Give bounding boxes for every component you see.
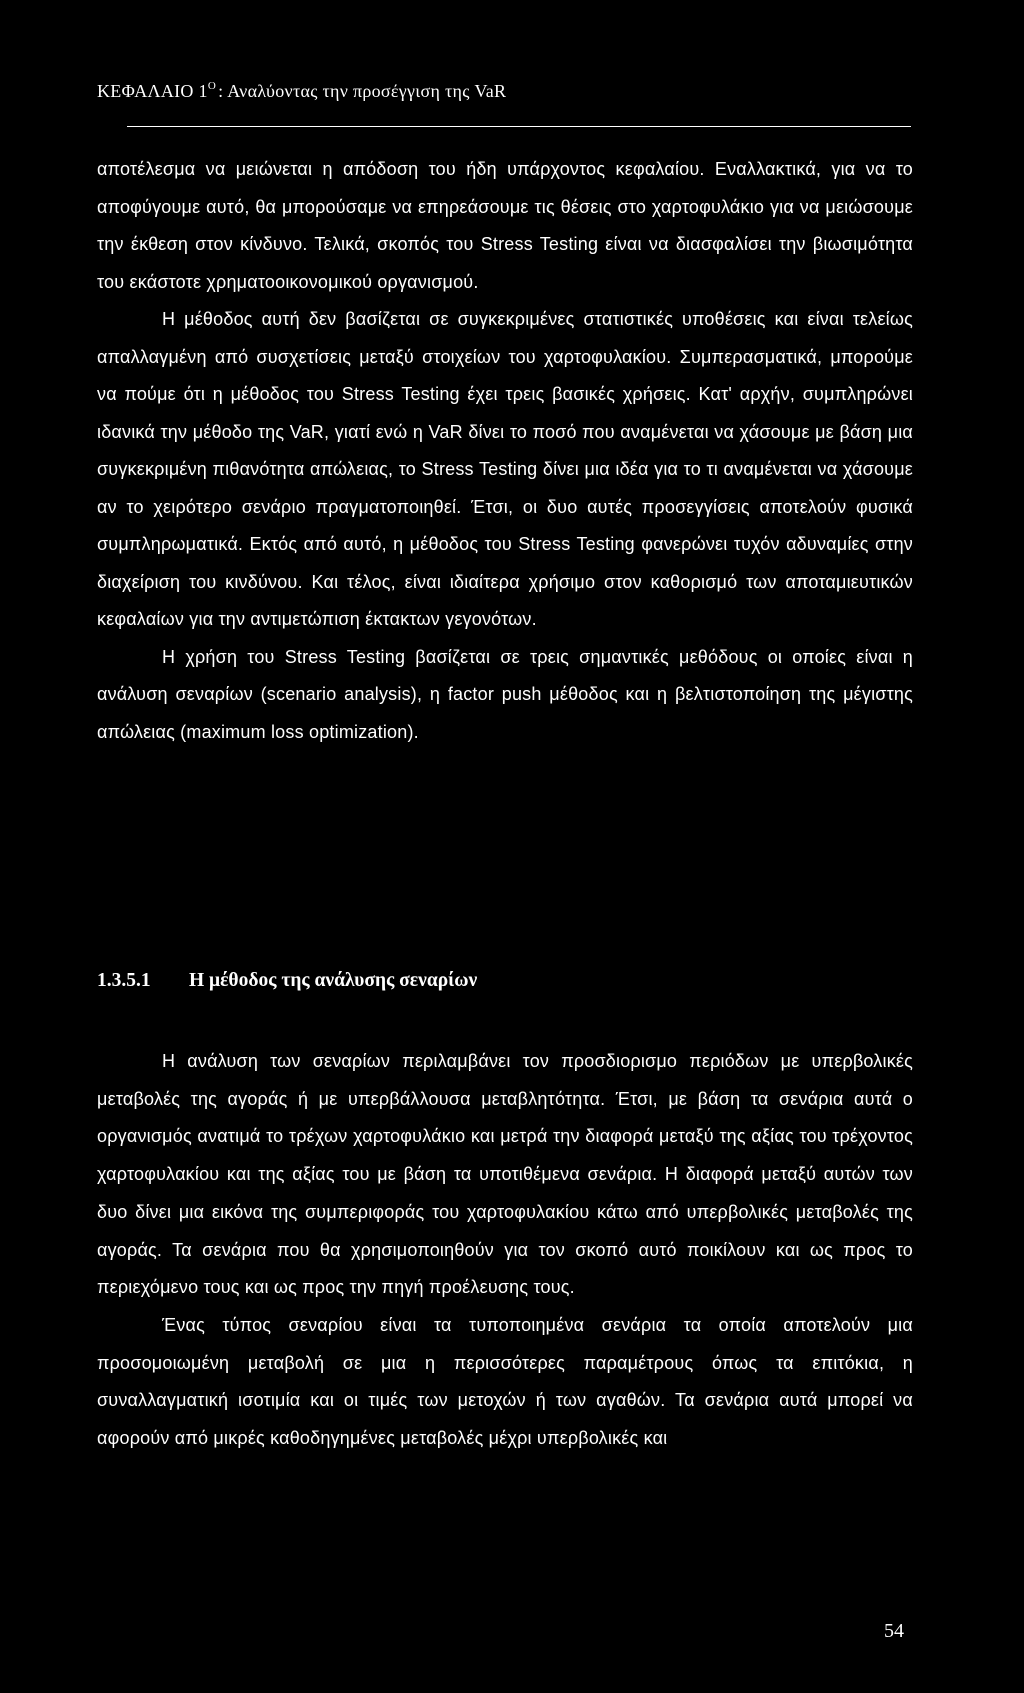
section-title: Η μέθοδος της ανάλυσης σεναρίων xyxy=(189,970,478,991)
paragraph: αποτέλεσμα να μειώνεται η απόδοση του ήδη υπάρχοντος κεφαλαίου. Εναλλακτικά, για να το αποφύγουμε αυτό, θα μπορούσαμε να επηρεάσουμε τις θέσεις στο χαρτοφυλάκιο για να μειώσουμε την έκθεση στον κίνδυνο. Τελικά, σκοπός του Stress Testing είναι να διασφαλίσει την βιωσιμότητα του εκάστοτε χρηματοοικονομικού οργανισμού. xyxy=(97,159,913,292)
paragraph: Η χρήση του Stress Testing βασίζεται σε τρεις σημαντικές μεθόδους οι οποίες είναι η ανάλυση σεναρίων (scenario analysis), η factor push μέθοδος και η βελτιστοποίηση της μέγιστης απώλειας (maximum loss optimization). xyxy=(97,646,913,742)
running-header xyxy=(97,80,506,102)
paragraph: Ένας τύπος σεναρίου είναι τα τυποποιημένα σενάρια τα οποία αποτελούν μια προσομοιωμένη μεταβολή σε μια η περισσότερες παραμέτρους όπως τα επιτόκια, η συναλλαγματική ισοτιμία και οι τιμές των μετοχών ή των αγαθών. Τα σενάρια αυτά μπορεί να αφορούν από μικρές καθοδηγημένες μεταβολές μέχρι υπερβολικές και xyxy=(97,1314,913,1449)
section-heading xyxy=(97,970,477,992)
body-text-upper xyxy=(97,151,913,751)
page-number: 54 xyxy=(884,1620,904,1642)
header-divider xyxy=(127,126,911,127)
chapter-title: : Αναλύοντας την προσέγγιση της VaR xyxy=(218,81,507,101)
chapter-superscript: Ο xyxy=(207,80,217,92)
paragraph: Η ανάλυση των σεναρίων περιλαμβάνει τον προσδιορισμο περιόδων με υπερβολικές μεταβολές της αγοράς ή με υπερβάλλουσα μεταβλητότητα. Έτσι, με βάση τα σενάρια αυτά ο οργανισμός ανατιμά το τρέχων χαρτοφυλάκιο και μετρά την διαφορά μεταξύ της αξίας του τρέχοντος χαρτοφυλακίου και της αξίας του με βάση τα υποτιθέμενα σενάρια. Η διαφορά μεταξύ αυτών των δυο δίνει μια εικόνα της συμπεριφοράς του χαρτοφυλακίου κάτω από υπερβολικές μεταβολές της αγοράς. Τα σενάρια που θα χρησιμοποιηθούν για τον σκοπό αυτό ποικίλουν και ως προς το περιεχόμενο τους και ως προς την πηγή προέλευσης τους. xyxy=(97,1051,913,1298)
paragraph: Η μέθοδος αυτή δεν βασίζεται σε συγκεκριμένες στατιστικές υποθέσεις και είναι τελείως απαλλαγμένη από συσχετίσεις μεταξύ στοιχείων του χαρτοφυλακίου. Συμπερασματικά, μπορούμε να πούμε ότι η μέθοδος του Stress Testing έχει τρεις βασικές χρήσεις. Κατ' αρχήν, συμπληρώνει ιδανικά την μέθοδο της VaR, γιατί ενώ η VaR δίνει το ποσό που αναμένεται να χάσουμε με βάση μια συγκεκριμένη πιθανότητα απώλειας, το Stress Testing δίνει μια ιδέα για το τι αναμένεται να χάσουμε αν το χειρότερο σενάριο πραγματοποιηθεί. Έτσι, οι δυο αυτές προσεγγίσεις αποτελούν φυσικά συμπληρωματικά. Εκτός από αυτό, η μέθοδος του Stress Testing φανερώνει τυχόν αδυναμίες στην διαχείριση του κινδύνου. Και τέλος, είναι ιδιαίτερα χρήσιμο στον καθορισμό των αποταμιευτικών κεφαλαίων για την αντιμετώπιση έκτακτων γεγονότων. xyxy=(97,309,913,629)
body-text-lower xyxy=(97,1043,913,1458)
chapter-label: ΚΕΦΑΛΑΙΟ 1 xyxy=(97,81,208,101)
section-number: 1.3.5.1 xyxy=(97,970,151,991)
